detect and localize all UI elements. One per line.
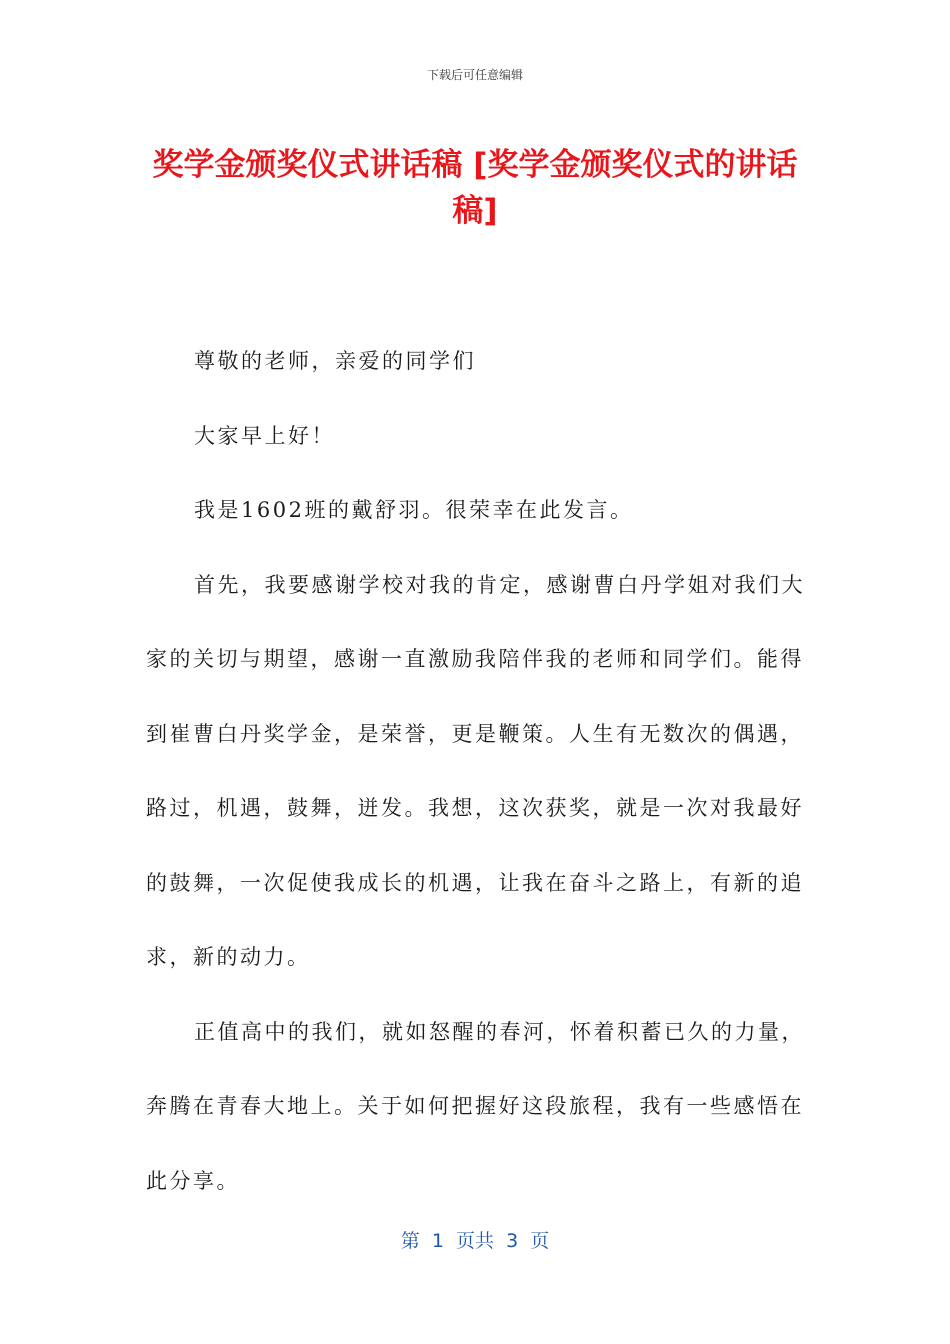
paragraph-greeting: 大家早上好！	[194, 423, 335, 448]
paragraph-thanks: 首先，我要感谢学校对我的肯定，感谢曹白丹学姐对我们大家的关切与期望，感谢一直激励我陪伴我的老师和同学们。能得到崔曹白丹奖学金，是荣誉，更是鞭策。人生有无数次的偶遇，路过，机遇，鼓舞，迸发。我想，这次获奖，就是一次对我最好的鼓舞，一次促使我成长的机遇，让我在奋斗之路上，有新的追求，新的动力。	[146, 572, 805, 969]
paragraph-reflection: 正值高中的我们，就如怒醒的春河，怀着积蓄已久的力量，奔腾在青春大地上。关于如何把握好这段旅程，我有一些感悟在此分享。	[146, 1019, 805, 1193]
header-note: 下载后可任意编辑	[426, 68, 523, 82]
page-number-footer: 第 1 页共 3 页	[400, 1230, 550, 1252]
document-title: 奖学金颁奖仪式讲话稿 [奖学金颁奖仪式的讲话稿]	[152, 147, 798, 229]
document-body	[146, 324, 816, 1218]
paragraph-salutation: 尊敬的老师，亲爱的同学们	[194, 349, 476, 373]
paragraph-introduction: 我是1602班的戴舒羽。很荣幸在此发言。	[194, 498, 634, 522]
